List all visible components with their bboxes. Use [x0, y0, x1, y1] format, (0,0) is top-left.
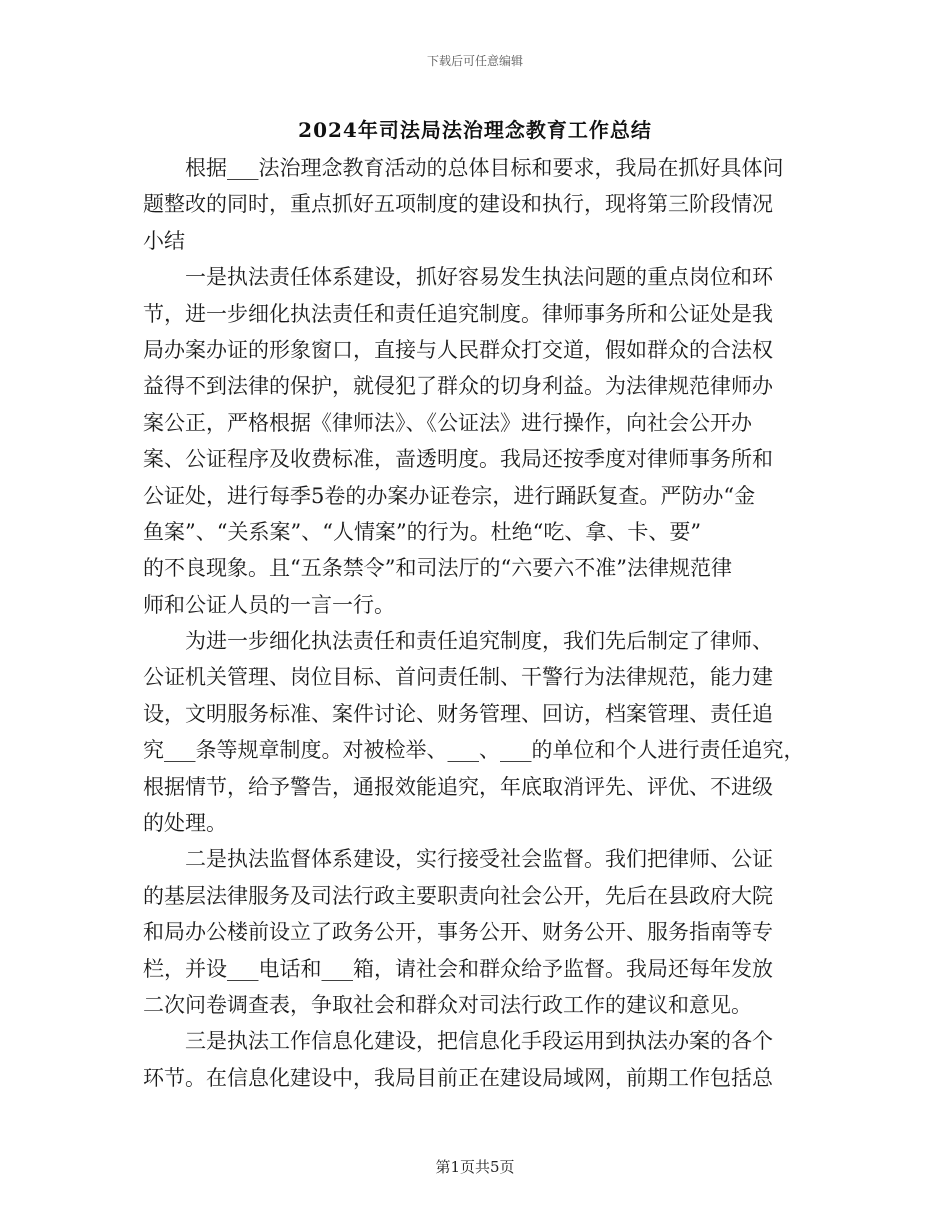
document-title: 2024年司法局法治理念教育工作总结: [298, 118, 652, 142]
paragraph-line: 题整改的同时，重点抓好五项制度的建设和执行，现将第三阶段情况: [143, 192, 773, 217]
paragraph-line: 二次问卷调查表，争取社会和群众对司法行政工作的建议和意见。: [143, 992, 752, 1017]
paragraph-line: 栏，并设___电话和___箱，请社会和群众给予监督。我局还每年发放: [143, 956, 773, 981]
paragraph-line: 公证机关管理、岗位目标、首问责任制、干警行为法律规范，能力建: [143, 665, 773, 690]
paragraph-line: 益得不到法律的保护，就侵犯了群众的切身利益。为法律规范律师办: [143, 374, 773, 399]
paragraph-line: 鱼案”、“关系案”、“人情案”的行为。杜绝“吃、拿、卡、要”: [143, 519, 702, 544]
paragraph-line: 的不良现象。且“五条禁令”和司法厅的“六要六不准”法律规范律: [143, 556, 732, 581]
paragraph-line: 为进一步细化执法责任和责任追究制度，我们先后制定了律师、: [185, 629, 773, 654]
paragraph-line: 公证处，进行每季5卷的办案办证卷宗，进行踊跃复查。严防办“金: [143, 483, 756, 508]
paragraph-line: 三是执法工作信息化建设，把信息化手段运用到执法办案的各个: [185, 1029, 773, 1054]
paragraph-line: 设，文明服务标准、案件讨论、财务管理、回访，档案管理、责任追: [143, 701, 773, 726]
paragraph-line: 的基层法律服务及司法行政主要职责向社会公开，先后在县政府大院: [143, 883, 773, 908]
page-indicator: 第1页共5页: [435, 1158, 515, 1176]
paragraph-line: 小结: [143, 228, 185, 253]
paragraph-line: 究___条等规章制度。对被检举、___、___的单位和个人进行责任追究，: [143, 738, 805, 763]
paragraph-line: 根据___法治理念教育活动的总体目标和要求，我局在抓好具体问: [185, 156, 784, 180]
paragraph-line: 案公正，严格根据《律师法》、《公证法》进行操作，向社会公开办: [143, 410, 752, 435]
paragraph-line: 根据情节，给予警告，通报效能追究，年底取消评先、评优、不进级: [143, 774, 773, 799]
paragraph-line: 二是执法监督体系建设，实行接受社会监督。我们把律师、公证: [185, 847, 773, 872]
paragraph-line: 局办案办证的形象窗口，直接与人民群众打交道，假如群众的合法权: [143, 337, 773, 362]
document-body: [143, 150, 813, 1096]
paragraph-line: 和局办公楼前设立了政务公开，事务公开、财务公开、服务指南等专: [143, 920, 773, 945]
paragraph-line: 环节。在信息化建设中，我局目前正在建设局域网，前期工作包括总: [143, 1065, 773, 1090]
paragraph-line: 节，进一步细化执法责任和责任追究制度。律师事务所和公证处是我: [143, 301, 773, 326]
paragraph-line: 师和公证人员的一言一行。: [143, 592, 395, 617]
paragraph-line: 的处理。: [143, 811, 227, 836]
paragraph-line: 一是执法责任体系建设，抓好容易发生执法问题的重点岗位和环: [185, 265, 773, 290]
paragraph-line: 案、公证程序及收费标准，啬透明度。我局还按季度对律师事务所和: [143, 447, 773, 472]
header-note: 下载后可任意编辑: [426, 54, 523, 68]
